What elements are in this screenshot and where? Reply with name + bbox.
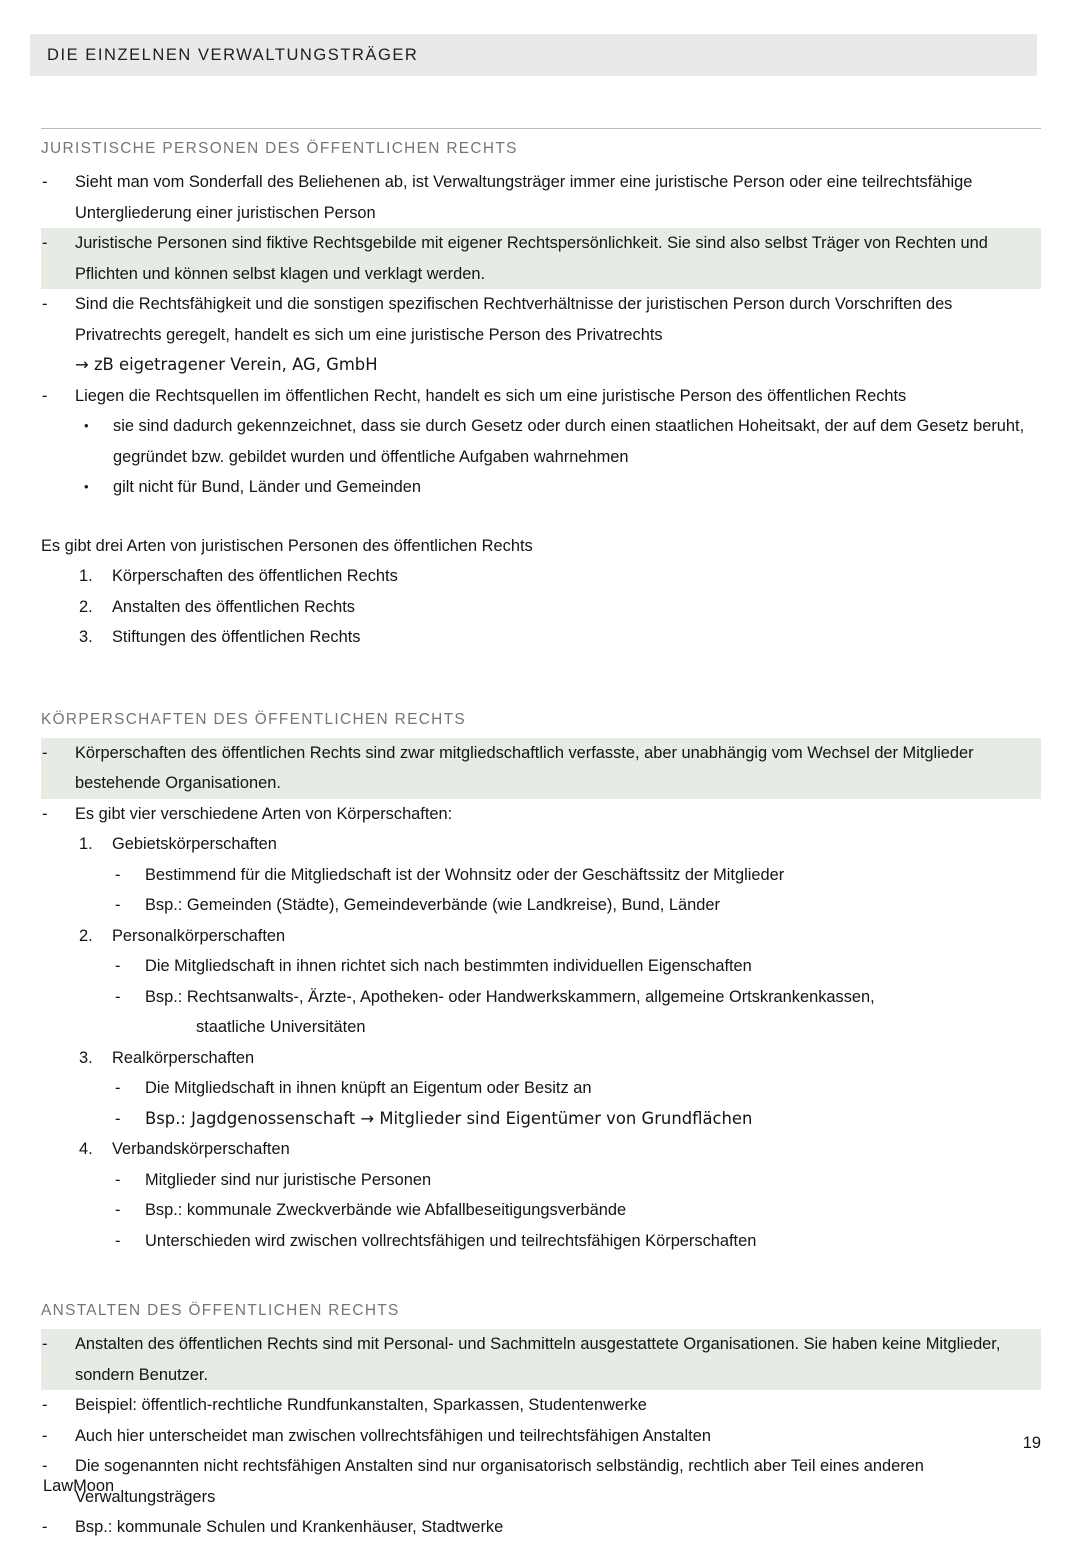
dash-bullet-icon: -: [115, 1109, 121, 1128]
list-number: 1.: [79, 835, 93, 853]
list-item-arrow-note: [41, 350, 1041, 381]
numbered-list-item: [41, 1134, 1041, 1165]
arrow-note-text: → zB eigetragener Verein, AG, GmbH: [75, 355, 378, 374]
list-item-text: Liegen die Rechtsquellen im öffentlichen Recht, handelt es sich um eine juristische Person des öffentlichen Rechts: [75, 386, 907, 405]
list-number: 3.: [79, 628, 93, 646]
document-header-band: [30, 34, 1037, 76]
numbered-list-item: [41, 561, 1041, 592]
list-item-text: Bsp.: kommunale Schulen und Krankenhäuser, Stadtwerke: [75, 1518, 504, 1536]
dash-bullet-icon: -: [42, 743, 48, 762]
list-item-highlighted: [41, 228, 1041, 289]
list-item: [41, 1512, 1041, 1543]
sub-sub-list-item: [41, 1195, 1041, 1226]
sub-sub-list-item: [41, 951, 1041, 982]
section-heading-koerperschaften: KÖRPERSCHAFTEN DES ÖFFENTLICHEN RECHTS: [41, 710, 466, 728]
sub-sub-list-item-text: Bsp.: Jagdgenossenschaft → Mitglieder sind Eigentümer von Grundflächen: [145, 1108, 753, 1128]
list-item-text: Die sogenannten nicht rechtsfähigen Anstalten sind nur organisatorisch selbständig, rechtlich aber Teil eines anderen Verwaltungsträgers: [75, 1457, 924, 1506]
numbered-list-item-text: Stiftungen des öffentlichen Rechts: [112, 628, 361, 646]
dash-bullet-icon: -: [42, 386, 48, 405]
sub-sub-list-item-text: Mitglieder sind nur juristische Personen: [145, 1170, 432, 1189]
sub-list-item: [41, 472, 1041, 503]
numbered-list-item-text: Gebietskörperschaften: [112, 835, 277, 853]
round-bullet-icon: •: [84, 479, 89, 494]
sub-sub-list-item: [41, 1226, 1041, 1257]
list-item: [41, 1421, 1041, 1452]
numbered-list-item: [41, 921, 1041, 952]
dash-bullet-icon: -: [42, 804, 48, 823]
sub-sub-list-item-text: Bsp.: Rechtsanwalts-, Ärzte-, Apotheken- oder Handwerkskammern, allgemeine Ortskrankenkassen,: [145, 987, 875, 1006]
sub-sub-list-item-text: Die Mitgliedschaft in ihnen knüpft an Eigentum oder Besitz an: [145, 1079, 592, 1097]
list-item-text: Auch hier unterscheidet man zwischen vollrechtsfähigen und teilrechtsfähigen Anstalten: [75, 1426, 711, 1445]
list-item: [41, 289, 1041, 350]
sub-list-item-text: gilt nicht für Bund, Länder und Gemeinden: [113, 478, 421, 496]
page-number: 19: [1022, 1434, 1041, 1452]
list-item: [41, 1451, 1041, 1512]
list-item-text: Beispiel: öffentlich-rechtliche Rundfunkanstalten, Sparkassen, Studentenwerke: [75, 1396, 647, 1414]
list-item: [41, 1390, 1041, 1421]
numbered-list-item-text: Anstalten des öffentlichen Rechts: [112, 597, 355, 616]
dash-bullet-icon: -: [42, 295, 48, 313]
dash-bullet-icon: -: [115, 987, 121, 1006]
numbered-list-item: [41, 592, 1041, 623]
numbered-list-item-text: Realkörperschaften: [112, 1048, 255, 1067]
sub-sub-list-item-text: Bsp.: Gemeinden (Städte), Gemeindeverbände (wie Landkreise), Bund, Länder: [145, 896, 720, 914]
sub-sub-list-item-text: Unterschieden wird zwischen vollrechtsfähigen und teilrechtsfähigen Körperschaften: [145, 1231, 757, 1250]
dash-bullet-icon: -: [115, 1201, 121, 1219]
dash-bullet-icon: -: [42, 1396, 48, 1414]
sub-sub-list-item: [41, 1104, 1041, 1135]
numbered-list-item: [41, 622, 1041, 653]
dash-bullet-icon: -: [115, 865, 121, 884]
spacer: [41, 1256, 1041, 1302]
dash-bullet-icon: -: [115, 957, 121, 975]
list-number: 2.: [79, 597, 93, 616]
dash-bullet-icon: -: [115, 1231, 121, 1250]
sub-sub-list-item: [41, 982, 1041, 1013]
numbered-list-item: [41, 1043, 1041, 1074]
list-number: 1.: [79, 567, 93, 585]
dash-bullet-icon: -: [115, 896, 121, 914]
dash-bullet-icon: -: [42, 234, 48, 252]
sub-sub-list-item: [41, 860, 1041, 891]
sub-sub-list-item: [41, 1073, 1041, 1104]
list-number: 2.: [79, 926, 93, 945]
dash-bullet-icon: -: [115, 1170, 121, 1189]
list-item-text: Sind die Rechtsfähigkeit und die sonstigen spezifischen Rechtverhältnisse der juristischen Person durch Vorschriften des Privatrechts geregelt, handelt es sich um eine juristische Person des Privatrechts: [75, 295, 953, 344]
dash-bullet-icon: -: [42, 173, 48, 191]
list-item-highlighted: [41, 738, 1041, 799]
list-item-text: Es gibt vier verschiedene Arten von Körperschaften:: [75, 804, 453, 823]
numbered-list-item-text: Personalkörperschaften: [112, 926, 286, 945]
footer-brand: LawMoon: [43, 1477, 115, 1495]
list-item: [41, 799, 1041, 830]
document-body: [41, 128, 1041, 1543]
paragraph-text: Es gibt drei Arten von juristischen Personen des öffentlichen Rechts: [41, 536, 533, 555]
numbered-list-item-text: Verbandskörperschaften: [112, 1140, 290, 1158]
section-heading-anstalten: ANSTALTEN DES ÖFFENTLICHEN RECHTS: [41, 1302, 400, 1319]
section-divider-rule: [41, 128, 1041, 129]
paragraph: [41, 531, 1041, 562]
page-title: DIE EINZELNEN VERWALTUNGSTRÄGER: [47, 45, 419, 64]
sub-list-item-text: sie sind dadurch gekennzeichnet, dass sie durch Gesetz oder durch einen staatlichen Hoheitsakt, der auf dem Gesetz beruht, gegründet bzw. gebildet wurden und öffentliche Aufgaben wahrnehmen: [113, 417, 1025, 466]
dash-bullet-icon: -: [42, 1518, 48, 1536]
sub-list-item: [41, 411, 1041, 472]
sub-sub-list-item-continuation: [41, 1012, 1041, 1043]
list-item: [41, 381, 1041, 412]
dash-bullet-icon: -: [42, 1335, 48, 1353]
sub-sub-list-item: [41, 1165, 1041, 1196]
list-item-text: Juristische Personen sind fiktive Rechtsgebilde mit eigener Rechtspersönlichkeit. Sie sind also selbst Träger von Rechten und Pflichten und können selbst klagen und verklagt werden.: [75, 234, 988, 283]
spacer: [41, 653, 1041, 711]
list-item-highlighted: [41, 1329, 1041, 1390]
list-number: 4.: [79, 1140, 93, 1158]
list-number: 3.: [79, 1048, 93, 1067]
dash-bullet-icon: -: [115, 1079, 121, 1097]
sub-sub-list-item-text: Bsp.: kommunale Zweckverbände wie Abfallbeseitigungsverbände: [145, 1201, 627, 1219]
round-bullet-icon: •: [84, 418, 89, 433]
sub-sub-list-item: [41, 890, 1041, 921]
list-item-text: Sieht man vom Sonderfall des Beliehenen ab, ist Verwaltungsträger immer eine juristische Person oder eine teilrechtsfähige Untergliederung einer juristischen Person: [75, 173, 973, 222]
sub-sub-list-item-text: Bestimmend für die Mitgliedschaft ist der Wohnsitz oder der Geschäftssitz der Mitglieder: [145, 865, 785, 884]
numbered-list-item: [41, 829, 1041, 860]
section-heading-juristische-personen: JURISTISCHE PERSONEN DES ÖFFENTLICHEN RECHTS: [41, 140, 518, 157]
spacer: [41, 503, 1041, 531]
list-item-text: Körperschaften des öffentlichen Rechts sind zwar mitgliedschaftlich verfasste, aber unabhängig vom Wechsel der Mitglieder bestehende Organisationen.: [75, 743, 974, 792]
numbered-list-item-text: Körperschaften des öffentlichen Rechts: [112, 567, 398, 585]
list-item: [41, 167, 1041, 228]
list-item-text: Anstalten des öffentlichen Rechts sind mit Personal- und Sachmitteln ausgestattete Organisationen. Sie haben keine Mitglieder, sondern Benutzer.: [75, 1335, 1001, 1384]
sub-sub-list-item-text: Die Mitgliedschaft in ihnen richtet sich nach bestimmten individuellen Eigenschaften: [145, 957, 752, 975]
dash-bullet-icon: -: [42, 1457, 48, 1475]
sub-sub-list-item-text: staatliche Universitäten: [196, 1018, 366, 1036]
dash-bullet-icon: -: [42, 1426, 48, 1445]
